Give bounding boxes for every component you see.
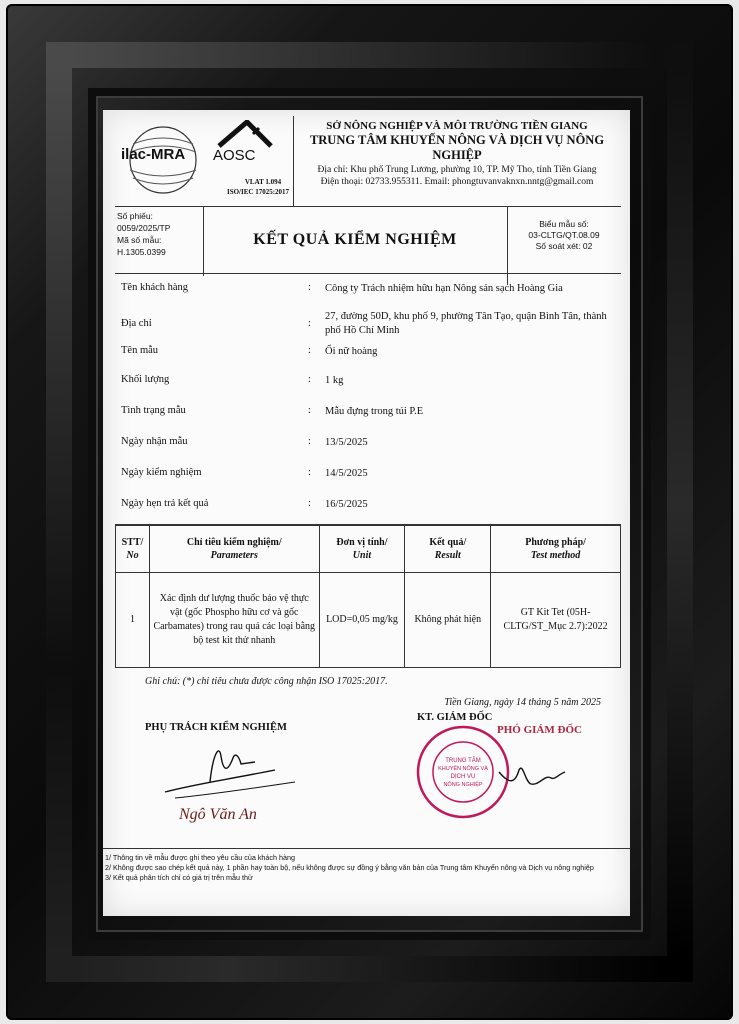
logo-box	[117, 116, 294, 206]
document-title: KẾT QUẢ KIỂM NGHIỆM	[253, 231, 457, 248]
table-header-row	[116, 526, 621, 573]
document-body	[115, 116, 621, 834]
department-name: SỞ NÔNG NGHIỆP VÀ MÔI TRƯỜNG TIỀN GIANG	[326, 120, 588, 132]
aosc-label: AOSC	[213, 147, 256, 164]
info-colon: :	[308, 374, 311, 385]
results-table	[115, 525, 621, 668]
info-colon: :	[308, 345, 311, 356]
info-label: Tên mẫu	[121, 345, 159, 356]
info-value: 13/5/2025	[325, 437, 368, 448]
info-label: Tình trạng mẫu	[121, 405, 186, 416]
cell-method: GT Kit Tet (05H-CLTG/ST_Mục 2.7):2022	[491, 573, 621, 668]
revision-number: Số soát xét: 02	[535, 241, 593, 251]
info-value: 27, đường 50D, khu phố 9, phường Tân Tạo, quận Bình Tân, thành phố Hồ Chí Minh	[325, 311, 607, 336]
info-value: Ổi nữ hoàng	[325, 346, 378, 357]
info-value: 1 kg	[325, 375, 344, 386]
stamp-line: NÔNG NGHIỆP	[443, 782, 483, 788]
form-number-label: Biểu mẫu số:	[539, 219, 589, 229]
certificate-paper	[103, 110, 630, 916]
table-row	[116, 573, 621, 668]
footer-note: 1/ Thông tin về mẫu được ghi theo yêu cầu của khách hàng	[105, 853, 296, 862]
info-label: Ngày nhận mẫu	[121, 436, 188, 447]
form-number: 03-CLTG/QT.08.09	[528, 230, 600, 240]
report-number: 0059/2025/TP	[117, 223, 171, 233]
organization-info	[297, 120, 617, 187]
inspector-title: PHỤ TRÁCH KIỂM NGHIỆM	[145, 722, 287, 733]
info-colon: :	[308, 282, 311, 293]
director-title: KT. GIÁM ĐỐC	[417, 712, 493, 723]
col-header-result: Kết quả/ Result	[405, 526, 491, 573]
cell-stt: 1	[116, 573, 150, 668]
footer-note: 3/ Kết quả phân tích chỉ có giá trị trên mẫu thử	[105, 873, 253, 882]
cell-result: Không phát hiện	[405, 573, 491, 668]
cell-unit: LOD=0,05 mg/kg	[319, 573, 405, 668]
footer-note: 2/ Không được sao chép kết quả này, 1 phần hay toàn bộ, nếu không được sự đồng ý bằng văn bản của Trung tâm Khuyến nông và Dịch vụ nông nghiệp	[105, 863, 594, 872]
stamp-line: TRUNG TÂM	[445, 758, 481, 764]
title-bar	[115, 207, 621, 274]
signature-area	[115, 714, 621, 834]
center-address: Địa chỉ: Khu phố Trung Lương, phường 10, TP. Mỹ Tho, tỉnh Tiền Giang	[317, 165, 597, 175]
cell-parameter: Xác định dư lượng thuốc bảo vệ thực vật (gốc Phospho hữu cơ và gốc Carbamates) trong rau quả các loại bằng bộ test kit thử nhanh	[149, 573, 319, 668]
info-label: Khối lượng	[121, 374, 170, 385]
col-header-unit: Đơn vị tính/ Unit	[319, 526, 405, 573]
center-contact: Điện thoại: 02733.955311. Email: phongtuvanvaknxn.nntg@gmail.com	[320, 177, 594, 187]
deputy-director-title: PHÓ GIÁM ĐỐC	[497, 724, 582, 736]
report-number-label: Số phiếu:	[117, 211, 153, 221]
footnote: Ghi chú: (*) chỉ tiêu chưa được công nhận ISO 17025:2017.	[145, 676, 388, 687]
info-value: Công ty Trách nhiệm hữu hạn Nông sản sạch Hoàng Gia	[325, 283, 563, 294]
document-header	[115, 116, 621, 207]
sample-code-label: Mã số mẫu:	[117, 235, 162, 245]
inspector-name: Ngô Văn An	[179, 806, 257, 823]
info-label: Địa chỉ	[121, 318, 152, 329]
info-value: 14/5/2025	[325, 468, 368, 479]
info-colon: :	[308, 498, 311, 509]
iso-standard: ISO/IEC 17025:2017	[227, 188, 290, 196]
info-colon: :	[308, 318, 311, 329]
ilac-mra-label: ilac-MRA	[121, 146, 186, 163]
info-colon: :	[308, 467, 311, 478]
director-signature	[495, 754, 575, 794]
info-colon: :	[308, 436, 311, 447]
vilat-code: VLAT 1.094	[244, 178, 282, 186]
document-footer	[103, 848, 630, 883]
inspector-signature	[155, 734, 305, 804]
info-value: 16/5/2025	[325, 499, 368, 510]
col-header-stt: STT/ No	[116, 526, 150, 573]
info-colon: :	[308, 405, 311, 416]
col-header-method: Phương pháp/ Test method	[491, 526, 621, 573]
info-label: Ngày hẹn trả kết quả	[121, 498, 209, 509]
sample-code: H.1305.0399	[117, 247, 166, 257]
report-ids	[117, 207, 204, 276]
info-value: Mẫu đựng trong túi P.E	[325, 406, 424, 417]
info-label: Tên khách hàng	[121, 282, 189, 293]
stamp-line: DỊCH VỤ	[450, 774, 476, 780]
place-date: Tiền Giang, ngày 14 tháng 5 năm 2025	[444, 697, 601, 708]
sample-info	[115, 274, 621, 525]
info-label: Ngày kiểm nghiệm	[121, 467, 202, 478]
col-header-parameters: Chỉ tiêu kiểm nghiệm/ Parameters	[149, 526, 319, 573]
center-name: TRUNG TÂM KHUYẾN NÔNG VÀ DỊCH VỤ NÔNG NGHIỆP	[309, 133, 605, 162]
stamp-line: KHUYẾN NÔNG VÀ	[438, 766, 488, 772]
